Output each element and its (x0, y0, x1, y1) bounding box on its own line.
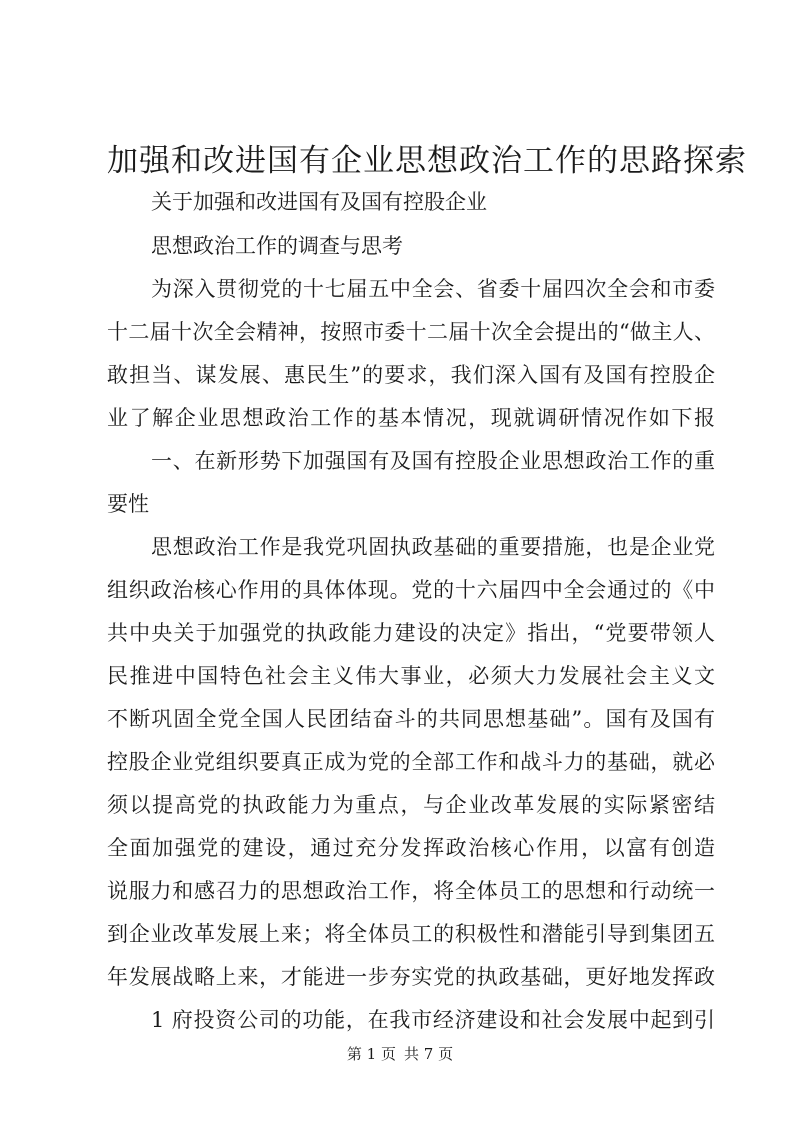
paragraph-line: 到企业改革发展上来；将全体员工的积极性和潜能引导到集团五 (107, 922, 715, 946)
paragraph-line: 年发展战略上来，才能进一步夯实党的执政基础，更好地发挥政 (107, 965, 715, 989)
paragraph-line: 思想政治工作是我党巩固执政基础的重要措施，也是企业党 (151, 535, 715, 559)
section-heading-continuation: 要性 (107, 492, 149, 516)
subtitle-line-1: 关于加强和改进国有及国有控股企业 (151, 190, 487, 214)
paragraph-line: 不断巩固全党全国人民团结奋斗的共同思想基础”。国有及国有 (107, 707, 715, 731)
page-total: 共 7 页 (404, 1045, 454, 1063)
paragraph-line: 为深入贯彻党的十七届五中全会、省委十届四次全会和市委 (151, 277, 715, 301)
paragraph-line: 组织政治核心作用的具体体现。党的十六届四中全会通过的《中 (107, 578, 715, 602)
paragraph-line: 十二届十次全会精神，按照市委十二届十次全会提出的“做主人、 (107, 320, 715, 344)
page-number: 第 1 页 (346, 1045, 396, 1063)
document-title: 加强和改进国有企业思想政治工作的思路探索 (107, 143, 747, 179)
paragraph-line: 业了解企业思想政治工作的基本情况，现就调研情况作如下报 (107, 406, 715, 430)
paragraph-line: 1 府投资公司的功能，在我市经济建设和社会发展中起到引 (151, 1008, 715, 1032)
page-footer (0, 1044, 800, 1064)
paragraph-line: 全面加强党的建设，通过充分发挥政治核心作用，以富有创造 (107, 836, 715, 860)
subtitle-line-2: 思想政治工作的调查与思考 (151, 234, 403, 258)
section-heading: 一、在新形势下加强国有及国有控股企业思想政治工作的重 (151, 449, 715, 473)
paragraph-line: 说服力和感召力的思想政治工作，将全体员工的思想和行动统一 (107, 879, 715, 903)
paragraph-line: 须以提高党的执政能力为重点，与企业改革发展的实际紧密结 (107, 793, 715, 817)
paragraph-line: 敢担当、谋发展、惠民生”的要求，我们深入国有及国有控股企 (107, 363, 715, 387)
paragraph-line: 民推进中国特色社会主义伟大事业，必须大力发展社会主义文 (107, 664, 715, 688)
paragraph-line: 共中央关于加强党的执政能力建设的决定》指出，“党要带领人 (107, 621, 715, 645)
paragraph-line: 控股企业党组织要真正成为党的全部工作和战斗力的基础，就必 (107, 750, 715, 774)
